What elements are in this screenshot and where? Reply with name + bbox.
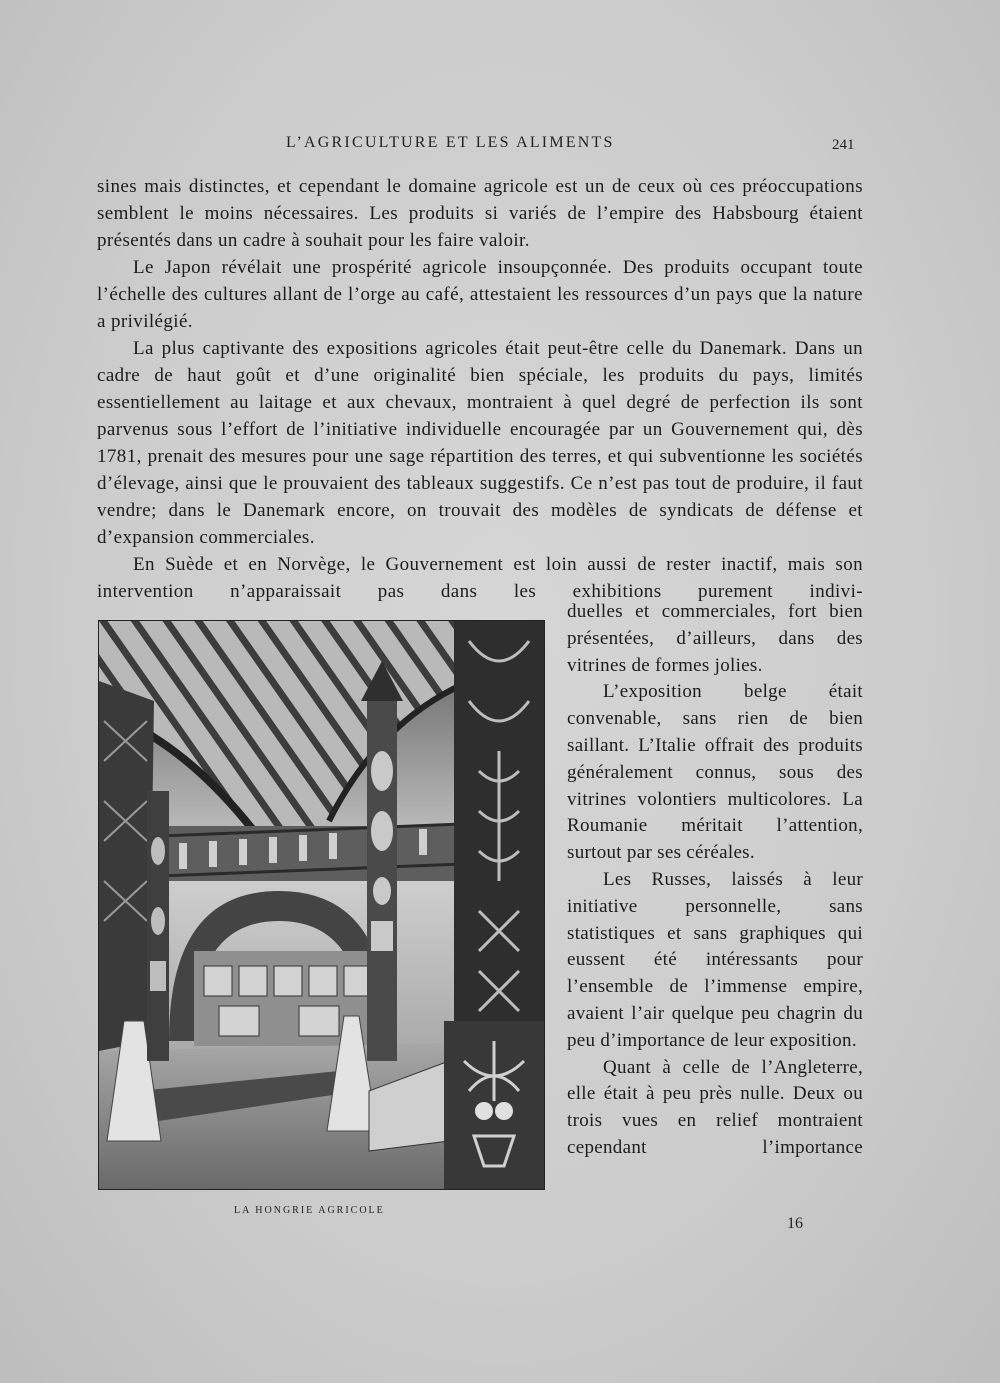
paragraph-danemark: La plus captivante des expositions agricoles était peut-être celle du Danemark. Dans un cadre de haut goût et d’une originalité bien spéciale, les produits du pays, limités essentiellement au laitage et aux chevaux, montraient à quel degré de perfection ils sont parvenus sous l’effort de l’initiative individuelle encouragée par un Gouvernement qui, dès 1781, prenait des mesures pour une sage répartition des terres, et qui subventionne les sociétés d’élevage, ainsi que le prouvaient des tableaux suggestifs. Ce n’est pas tout de produire, il faut vendre; dans le Danemark encore, on trouvait des modèles de syndicats de défense et d’expansion commerciales. <box>97 338 863 548</box>
figure-caption: LA HONGRIE AGRICOLE <box>234 1205 385 1216</box>
paragraph-belge-italie: L’exposition belge était convenable, sans rien de bien saillant. L’Italie offrait des produits généralement connus, sous des vitrines volontiers multicolores. La Roumanie méritait l’attention, surtout par ses céréales. <box>567 681 863 864</box>
paragraph-suede-norvege: En Suède et en Norvège, le Gouvernement est loin aussi de rester inactif, mais son intervention n’apparaissait pas dans les exhibitions purement indivi- <box>97 554 863 602</box>
running-title: L’AGRICULTURE ET LES ALIMENTS <box>286 134 615 151</box>
page-number: 241 <box>832 137 855 153</box>
paragraph-habsbourg: sines mais distinctes, et cependant le domaine agricole est un de ceux où ces préoccupations semblent le moins nécessaires. Les produits si variés de l’empire des Habsbourg étaient présentés dans un cadre à souhait pour les faire valoir. <box>97 176 863 251</box>
main-text-column <box>97 173 863 605</box>
signature-mark: 16 <box>787 1215 803 1232</box>
side-text-column <box>567 599 863 1162</box>
exhibition-hall-photo <box>99 621 544 1189</box>
paragraph-russes: Les Russes, laissés à leur initiative personnelle, sans statistiques et sans graphiques qui eussent été intéressants pour l’ensemble de l’immense empire, avaient l’air quelque peu chagrin du peu d’importance de leur exposition. <box>567 868 863 1051</box>
photo-plate-hongrie-agricole <box>98 620 545 1190</box>
paragraph-angleterre: Quant à celle de l’Angleterre, elle était à peu près nulle. Deux ou trois vues en relief montraient cependant l’importance <box>567 1056 863 1158</box>
paragraph-vitrines: duelles et commerciales, fort bien présentées, d’ailleurs, dans des vitrines de formes jolies. <box>567 601 863 676</box>
paragraph-japon: Le Japon révélait une prospérité agricole insoupçonnée. Des produits occupant toute l’échelle des cultures allant de l’orge au café, attestaient les ressources d’un pays que la nature a privilégié. <box>97 257 863 332</box>
